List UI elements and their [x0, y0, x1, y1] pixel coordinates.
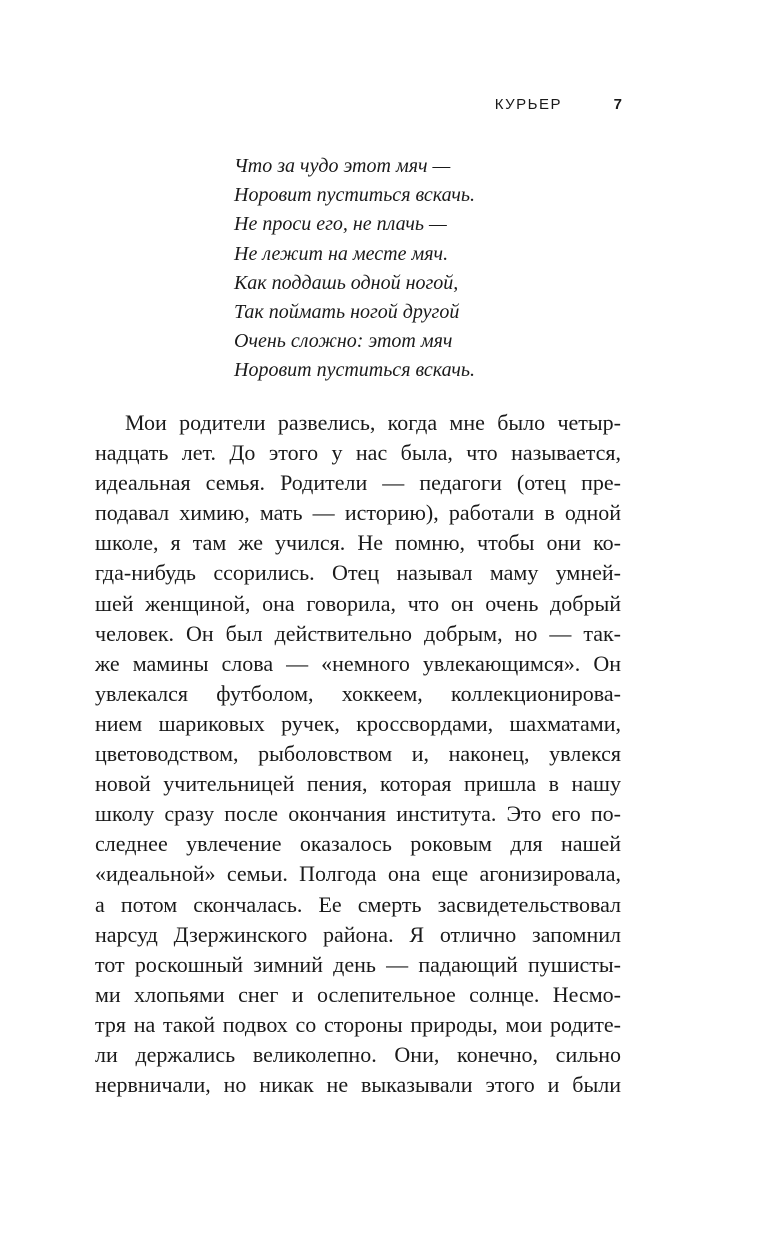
paragraph-line: школе, я там же учился. Не помню, чтобы они ко- [95, 530, 621, 556]
poem-stanza [234, 152, 564, 386]
poem-line: Очень сложно: этот мяч [234, 330, 453, 353]
paragraph-line: шей женщиной, она говорила, что он очень добрый [95, 590, 621, 616]
poem-line: Не лежит на месте мяч. [234, 242, 449, 265]
poem-line: Не проси его, не плачь — [234, 213, 447, 236]
paragraph-line: человек. Он был действительно добрым, но — так- [95, 620, 621, 646]
paragraph-line: подавал химию, мать — историю), работали в одной [95, 500, 621, 526]
body-paragraph [95, 408, 621, 1100]
poem-line: Так поймать ногой другой [234, 301, 460, 324]
paragraph-line: же мамины слова — «немного увлекающимся». Он [95, 650, 621, 676]
paragraph-line: школу сразу после окончания института. Это его по- [95, 801, 621, 827]
paragraph-line: ли держались великолепно. Они, конечно, сильно [95, 1041, 621, 1067]
paragraph-line: новой учительницей пения, которая пришла в нашу [95, 771, 621, 797]
paragraph-line: ми хлопьями снег и ослепительное солнце. Несмо- [95, 981, 621, 1007]
poem-line: Как поддашь одной ногой, [234, 271, 459, 294]
paragraph-line: надцать лет. До этого у нас была, что называется, [95, 440, 621, 466]
paragraph-line: нием шариковых ручек, кроссвордами, шахматами, [95, 710, 621, 736]
paragraph-line: а потом скончалась. Ее смерть засвидетельствовал [95, 891, 621, 917]
paragraph-line: «идеальной» семьи. Полгода она еще агонизировала, [95, 861, 621, 887]
poem-line: Что за чудо этот мяч — [234, 155, 451, 177]
paragraph-line: нервничали, но никак не выказывали этого и были [95, 1072, 621, 1098]
paragraph-line: гда-нибудь ссорились. Отец называл маму умней- [95, 560, 621, 586]
poem-line: Норовит пуститься вскачь. [234, 359, 476, 382]
paragraph-line: тря на такой подвох со стороны природы, мои родите- [95, 1011, 621, 1037]
running-head: КУРЬЕР [494, 96, 562, 113]
page-number: 7 [613, 96, 622, 113]
page-header [0, 96, 624, 118]
paragraph-line: тот роскошный зимний день — падающий пушисты- [95, 951, 621, 977]
paragraph-line: Мои родители развелись, когда мне было четыр- [125, 410, 621, 435]
paragraph-line: следнее увлечение оказалось роковым для нашей [95, 831, 621, 857]
paragraph-line: нарсуд Дзержинского района. Я отлично запомнил [95, 921, 621, 947]
paragraph-line: идеальная семья. Родители — педагоги (отец пре- [95, 470, 621, 496]
paragraph-line: увлекался футболом, хоккеем, коллекционирова- [95, 680, 621, 706]
poem-line: Норовит пуститься вскачь. [234, 184, 476, 207]
paragraph-line: цветоводством, рыболовством и, наконец, увлекся [95, 741, 621, 767]
